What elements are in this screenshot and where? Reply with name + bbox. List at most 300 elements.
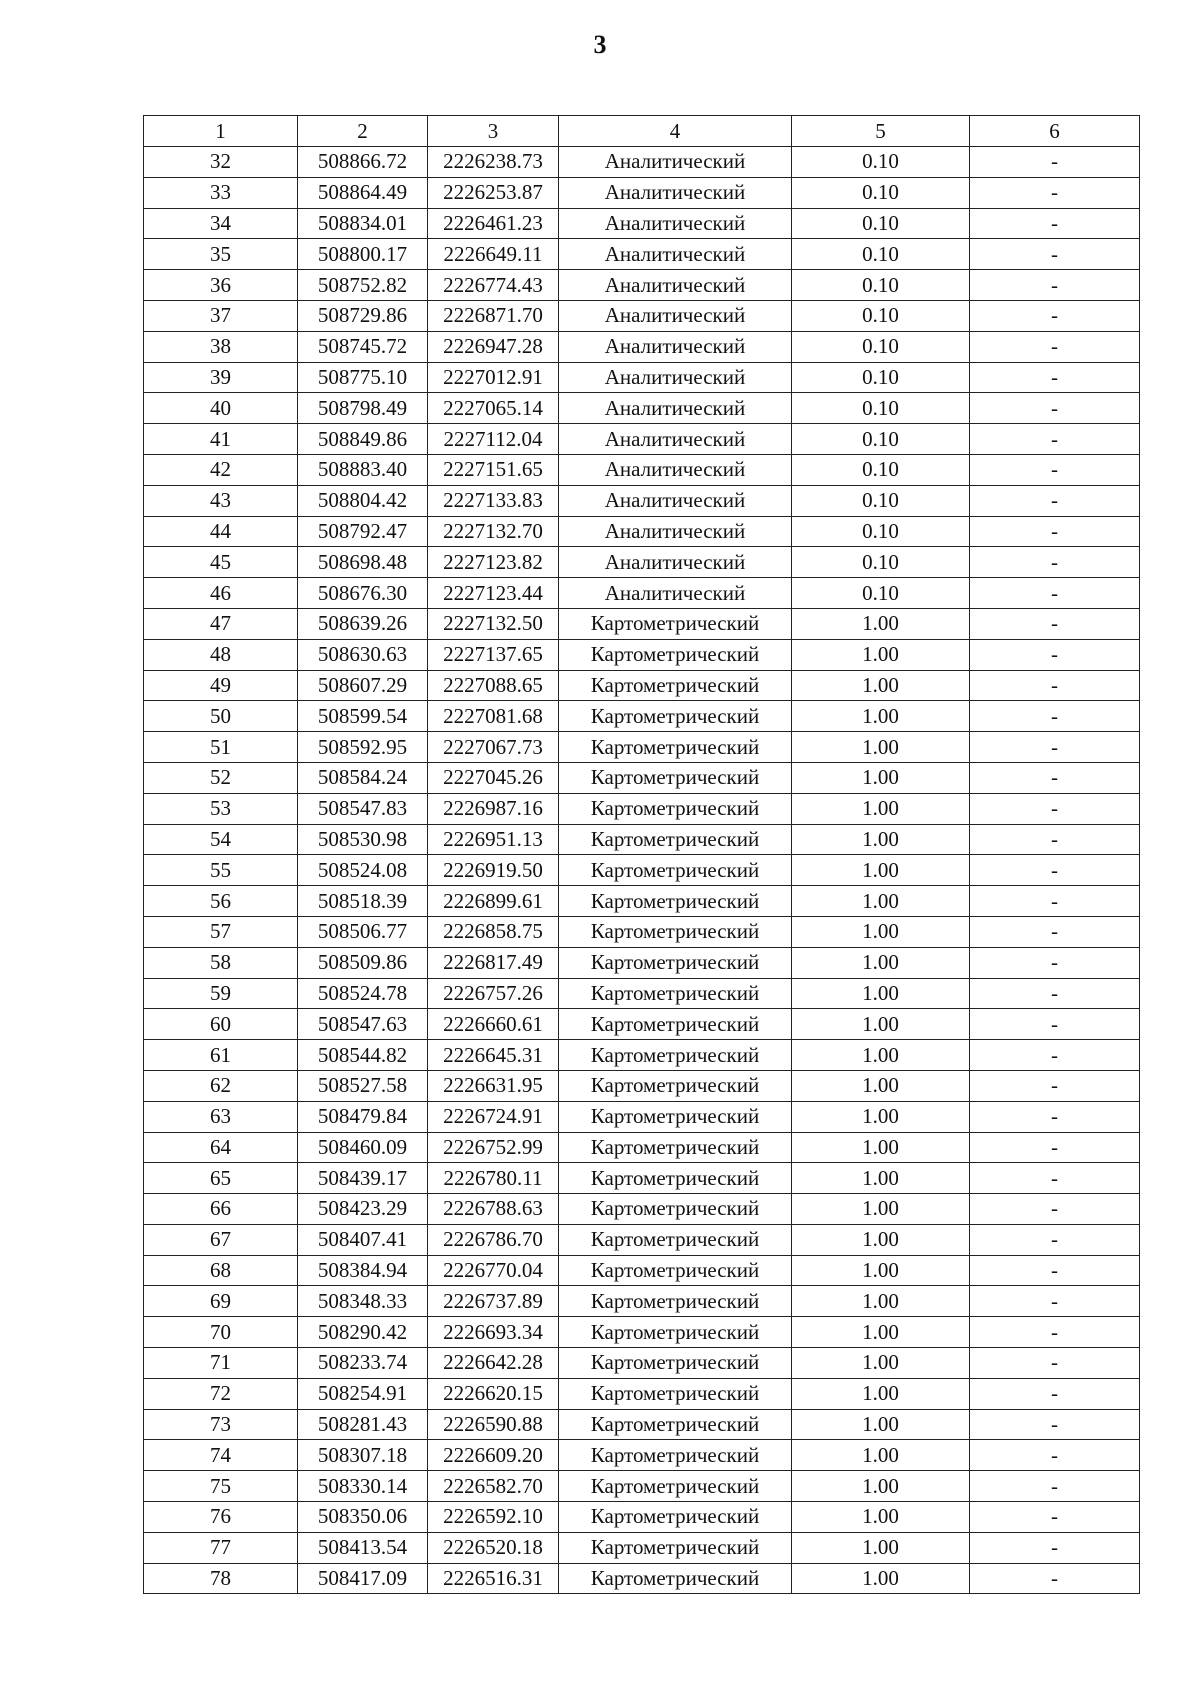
method-cell: Аналитический [559,147,792,178]
accuracy-cell: 1.00 [792,947,970,978]
point-number-cell: 65 [144,1163,298,1194]
method-cell: Картометрический [559,1440,792,1471]
x-coordinate-cell: 508281.43 [298,1409,428,1440]
note-cell: - [970,701,1140,732]
note-cell: - [970,424,1140,455]
accuracy-cell: 0.10 [792,331,970,362]
point-number-cell: 67 [144,1224,298,1255]
x-coordinate-cell: 508798.49 [298,393,428,424]
point-number-cell: 37 [144,300,298,331]
accuracy-cell: 1.00 [792,1563,970,1594]
y-coordinate-cell: 2226947.28 [428,331,559,362]
method-cell: Картометрический [559,639,792,670]
note-cell: - [970,485,1140,516]
x-coordinate-cell: 508834.01 [298,208,428,239]
x-coordinate-cell: 508752.82 [298,270,428,301]
point-number-cell: 40 [144,393,298,424]
method-cell: Аналитический [559,331,792,362]
method-cell: Картометрический [559,1009,792,1040]
point-number-cell: 43 [144,485,298,516]
note-cell: - [970,1101,1140,1132]
y-coordinate-cell: 2226253.87 [428,177,559,208]
note-cell: - [970,393,1140,424]
table-row [144,1194,1140,1225]
method-cell: Картометрический [559,1194,792,1225]
y-coordinate-cell: 2226987.16 [428,793,559,824]
x-coordinate-cell: 508639.26 [298,608,428,639]
x-coordinate-cell: 508698.48 [298,547,428,578]
y-coordinate-cell: 2226871.70 [428,300,559,331]
table-row [144,485,1140,516]
accuracy-cell: 1.00 [792,762,970,793]
method-cell: Картометрический [559,1101,792,1132]
point-number-cell: 74 [144,1440,298,1471]
point-number-cell: 33 [144,177,298,208]
x-coordinate-cell: 508460.09 [298,1132,428,1163]
point-number-cell: 62 [144,1070,298,1101]
column-header: 4 [559,116,792,147]
method-cell: Картометрический [559,855,792,886]
point-number-cell: 50 [144,701,298,732]
note-cell: - [970,1194,1140,1225]
y-coordinate-cell: 2226786.70 [428,1224,559,1255]
accuracy-cell: 0.10 [792,362,970,393]
x-coordinate-cell: 508524.08 [298,855,428,886]
y-coordinate-cell: 2226582.70 [428,1471,559,1502]
note-cell: - [970,793,1140,824]
y-coordinate-cell: 2226592.10 [428,1502,559,1533]
accuracy-cell: 1.00 [792,1532,970,1563]
point-number-cell: 54 [144,824,298,855]
y-coordinate-cell: 2227123.44 [428,578,559,609]
y-coordinate-cell: 2226520.18 [428,1532,559,1563]
accuracy-cell: 1.00 [792,855,970,886]
point-number-cell: 66 [144,1194,298,1225]
point-number-cell: 59 [144,978,298,1009]
column-header: 5 [792,116,970,147]
note-cell: - [970,670,1140,701]
y-coordinate-cell: 2226899.61 [428,886,559,917]
accuracy-cell: 1.00 [792,1224,970,1255]
x-coordinate-cell: 508729.86 [298,300,428,331]
x-coordinate-cell: 508423.29 [298,1194,428,1225]
point-number-cell: 49 [144,670,298,701]
y-coordinate-cell: 2226590.88 [428,1409,559,1440]
point-number-cell: 38 [144,331,298,362]
table-row [144,793,1140,824]
note-cell: - [970,608,1140,639]
accuracy-cell: 0.10 [792,454,970,485]
x-coordinate-cell: 508518.39 [298,886,428,917]
accuracy-cell: 0.10 [792,177,970,208]
x-coordinate-cell: 508607.29 [298,670,428,701]
point-number-cell: 72 [144,1378,298,1409]
page-number: 3 [593,30,607,59]
method-cell: Аналитический [559,270,792,301]
table-row [144,701,1140,732]
point-number-cell: 36 [144,270,298,301]
table-row [144,732,1140,763]
point-number-cell: 53 [144,793,298,824]
note-cell: - [970,331,1140,362]
y-coordinate-cell: 2226461.23 [428,208,559,239]
note-cell: - [970,762,1140,793]
method-cell: Аналитический [559,362,792,393]
method-cell: Картометрический [559,1563,792,1594]
x-coordinate-cell: 508883.40 [298,454,428,485]
note-cell: - [970,1502,1140,1533]
x-coordinate-cell: 508348.33 [298,1286,428,1317]
note-cell: - [970,1440,1140,1471]
y-coordinate-cell: 2226238.73 [428,147,559,178]
point-number-cell: 41 [144,424,298,455]
y-coordinate-cell: 2227112.04 [428,424,559,455]
x-coordinate-cell: 508775.10 [298,362,428,393]
point-number-cell: 78 [144,1563,298,1594]
y-coordinate-cell: 2226919.50 [428,855,559,886]
point-number-cell: 46 [144,578,298,609]
method-cell: Аналитический [559,578,792,609]
table-row [144,1255,1140,1286]
note-cell: - [970,177,1140,208]
y-coordinate-cell: 2226737.89 [428,1286,559,1317]
table-row [144,1563,1140,1594]
method-cell: Аналитический [559,177,792,208]
accuracy-cell: 1.00 [792,1070,970,1101]
table-row [144,1317,1140,1348]
accuracy-cell: 0.10 [792,578,970,609]
x-coordinate-cell: 508792.47 [298,516,428,547]
point-number-cell: 47 [144,608,298,639]
table-row [144,424,1140,455]
table-row [144,331,1140,362]
note-cell: - [970,208,1140,239]
note-cell: - [970,1040,1140,1071]
accuracy-cell: 1.00 [792,916,970,947]
table-row [144,608,1140,639]
accuracy-cell: 1.00 [792,1194,970,1225]
accuracy-cell: 1.00 [792,1040,970,1071]
note-cell: - [970,1255,1140,1286]
note-cell: - [970,578,1140,609]
table-row [144,1502,1140,1533]
accuracy-cell: 1.00 [792,886,970,917]
y-coordinate-cell: 2226516.31 [428,1563,559,1594]
table-row [144,916,1140,947]
point-number-cell: 58 [144,947,298,978]
point-number-cell: 57 [144,916,298,947]
table-row [144,1101,1140,1132]
y-coordinate-cell: 2226631.95 [428,1070,559,1101]
note-cell: - [970,1286,1140,1317]
y-coordinate-cell: 2226609.20 [428,1440,559,1471]
table-row [144,516,1140,547]
accuracy-cell: 0.10 [792,239,970,270]
note-cell: - [970,1378,1140,1409]
accuracy-cell: 0.10 [792,485,970,516]
x-coordinate-cell: 508544.82 [298,1040,428,1071]
table-row [144,1440,1140,1471]
x-coordinate-cell: 508849.86 [298,424,428,455]
accuracy-cell: 1.00 [792,670,970,701]
table-row [144,362,1140,393]
point-number-cell: 45 [144,547,298,578]
accuracy-cell: 1.00 [792,1378,970,1409]
y-coordinate-cell: 2226788.63 [428,1194,559,1225]
accuracy-cell: 0.10 [792,300,970,331]
table-row [144,239,1140,270]
note-cell: - [970,1409,1140,1440]
accuracy-cell: 0.10 [792,270,970,301]
note-cell: - [970,1009,1140,1040]
accuracy-cell: 1.00 [792,824,970,855]
note-cell: - [970,1163,1140,1194]
accuracy-cell: 1.00 [792,1101,970,1132]
table-row [144,824,1140,855]
y-coordinate-cell: 2226620.15 [428,1378,559,1409]
method-cell: Картометрический [559,1348,792,1379]
note-cell: - [970,1132,1140,1163]
accuracy-cell: 1.00 [792,1409,970,1440]
point-number-cell: 44 [144,516,298,547]
point-number-cell: 69 [144,1286,298,1317]
method-cell: Картометрический [559,1224,792,1255]
accuracy-cell: 1.00 [792,1009,970,1040]
accuracy-cell: 0.10 [792,147,970,178]
point-number-cell: 51 [144,732,298,763]
method-cell: Картометрический [559,886,792,917]
accuracy-cell: 1.00 [792,701,970,732]
y-coordinate-cell: 2226817.49 [428,947,559,978]
coordinates-table [143,115,1140,1594]
method-cell: Картометрический [559,701,792,732]
table-row [144,393,1140,424]
point-number-cell: 63 [144,1101,298,1132]
table-header [144,116,1140,147]
y-coordinate-cell: 2227088.65 [428,670,559,701]
point-number-cell: 32 [144,147,298,178]
point-number-cell: 76 [144,1502,298,1533]
x-coordinate-cell: 508804.42 [298,485,428,516]
note-cell: - [970,300,1140,331]
note-cell: - [970,270,1140,301]
x-coordinate-cell: 508584.24 [298,762,428,793]
column-header: 6 [970,116,1140,147]
accuracy-cell: 0.10 [792,208,970,239]
table-row [144,1286,1140,1317]
accuracy-cell: 0.10 [792,424,970,455]
point-number-cell: 60 [144,1009,298,1040]
note-cell: - [970,239,1140,270]
y-coordinate-cell: 2226642.28 [428,1348,559,1379]
method-cell: Картометрический [559,1502,792,1533]
method-cell: Аналитический [559,239,792,270]
y-coordinate-cell: 2226858.75 [428,916,559,947]
accuracy-cell: 1.00 [792,1132,970,1163]
x-coordinate-cell: 508800.17 [298,239,428,270]
y-coordinate-cell: 2226660.61 [428,1009,559,1040]
point-number-cell: 48 [144,639,298,670]
note-cell: - [970,978,1140,1009]
y-coordinate-cell: 2227137.65 [428,639,559,670]
point-number-cell: 68 [144,1255,298,1286]
table-row [144,855,1140,886]
method-cell: Аналитический [559,393,792,424]
y-coordinate-cell: 2226757.26 [428,978,559,1009]
method-cell: Картометрический [559,978,792,1009]
accuracy-cell: 1.00 [792,1286,970,1317]
x-coordinate-cell: 508599.54 [298,701,428,732]
x-coordinate-cell: 508530.98 [298,824,428,855]
method-cell: Картометрический [559,1286,792,1317]
x-coordinate-cell: 508439.17 [298,1163,428,1194]
x-coordinate-cell: 508307.18 [298,1440,428,1471]
table-row [144,177,1140,208]
accuracy-cell: 1.00 [792,1440,970,1471]
table-body [144,147,1140,1594]
x-coordinate-cell: 508350.06 [298,1502,428,1533]
point-number-cell: 70 [144,1317,298,1348]
y-coordinate-cell: 2227081.68 [428,701,559,732]
table-row [144,886,1140,917]
point-number-cell: 42 [144,454,298,485]
table-row [144,147,1140,178]
accuracy-cell: 0.10 [792,547,970,578]
table-row [144,1132,1140,1163]
method-cell: Картометрический [559,1532,792,1563]
note-cell: - [970,147,1140,178]
accuracy-cell: 1.00 [792,793,970,824]
accuracy-cell: 1.00 [792,1348,970,1379]
x-coordinate-cell: 508479.84 [298,1101,428,1132]
x-coordinate-cell: 508547.83 [298,793,428,824]
method-cell: Аналитический [559,547,792,578]
header-row [144,116,1140,147]
note-cell: - [970,824,1140,855]
point-number-cell: 77 [144,1532,298,1563]
point-number-cell: 71 [144,1348,298,1379]
y-coordinate-cell: 2226724.91 [428,1101,559,1132]
point-number-cell: 52 [144,762,298,793]
table-row [144,670,1140,701]
note-cell: - [970,639,1140,670]
x-coordinate-cell: 508547.63 [298,1009,428,1040]
table-row [144,547,1140,578]
method-cell: Картометрический [559,1255,792,1286]
accuracy-cell: 1.00 [792,978,970,1009]
table-row [144,978,1140,1009]
table-row [144,1532,1140,1563]
y-coordinate-cell: 2227132.50 [428,608,559,639]
x-coordinate-cell: 508527.58 [298,1070,428,1101]
note-cell: - [970,454,1140,485]
note-cell: - [970,516,1140,547]
x-coordinate-cell: 508745.72 [298,331,428,362]
method-cell: Картометрический [559,762,792,793]
x-coordinate-cell: 508233.74 [298,1348,428,1379]
table-row [144,1040,1140,1071]
table-row [144,1378,1140,1409]
y-coordinate-cell: 2227133.83 [428,485,559,516]
table-row [144,947,1140,978]
note-cell: - [970,1471,1140,1502]
method-cell: Картометрический [559,947,792,978]
method-cell: Картометрический [559,1317,792,1348]
y-coordinate-cell: 2226649.11 [428,239,559,270]
table-row [144,1009,1140,1040]
point-number-cell: 75 [144,1471,298,1502]
table-row [144,1163,1140,1194]
y-coordinate-cell: 2226752.99 [428,1132,559,1163]
table-row [144,762,1140,793]
table-row [144,639,1140,670]
note-cell: - [970,916,1140,947]
note-cell: - [970,1317,1140,1348]
x-coordinate-cell: 508509.86 [298,947,428,978]
note-cell: - [970,547,1140,578]
y-coordinate-cell: 2226645.31 [428,1040,559,1071]
table-row [144,1348,1140,1379]
method-cell: Картометрический [559,1409,792,1440]
point-number-cell: 56 [144,886,298,917]
point-number-cell: 73 [144,1409,298,1440]
method-cell: Картометрический [559,1471,792,1502]
column-header: 2 [298,116,428,147]
column-header: 1 [144,116,298,147]
accuracy-cell: 1.00 [792,1502,970,1533]
y-coordinate-cell: 2227067.73 [428,732,559,763]
point-number-cell: 34 [144,208,298,239]
x-coordinate-cell: 508290.42 [298,1317,428,1348]
method-cell: Картометрический [559,1132,792,1163]
method-cell: Картометрический [559,1163,792,1194]
point-number-cell: 64 [144,1132,298,1163]
accuracy-cell: 0.10 [792,516,970,547]
x-coordinate-cell: 508384.94 [298,1255,428,1286]
y-coordinate-cell: 2227151.65 [428,454,559,485]
method-cell: Картометрический [559,793,792,824]
table-row [144,1224,1140,1255]
x-coordinate-cell: 508407.41 [298,1224,428,1255]
method-cell: Аналитический [559,208,792,239]
y-coordinate-cell: 2226770.04 [428,1255,559,1286]
y-coordinate-cell: 2227065.14 [428,393,559,424]
point-number-cell: 61 [144,1040,298,1071]
note-cell: - [970,1532,1140,1563]
table-row [144,1409,1140,1440]
y-coordinate-cell: 2226951.13 [428,824,559,855]
method-cell: Картометрический [559,1040,792,1071]
y-coordinate-cell: 2226780.11 [428,1163,559,1194]
accuracy-cell: 1.00 [792,639,970,670]
accuracy-cell: 1.00 [792,1317,970,1348]
note-cell: - [970,947,1140,978]
table-row [144,300,1140,331]
y-coordinate-cell: 2227132.70 [428,516,559,547]
x-coordinate-cell: 508413.54 [298,1532,428,1563]
accuracy-cell: 1.00 [792,1255,970,1286]
x-coordinate-cell: 508592.95 [298,732,428,763]
y-coordinate-cell: 2226774.43 [428,270,559,301]
point-number-cell: 55 [144,855,298,886]
note-cell: - [970,732,1140,763]
note-cell: - [970,362,1140,393]
table-row [144,1471,1140,1502]
table-row [144,208,1140,239]
accuracy-cell: 0.10 [792,393,970,424]
table-row [144,578,1140,609]
accuracy-cell: 1.00 [792,608,970,639]
